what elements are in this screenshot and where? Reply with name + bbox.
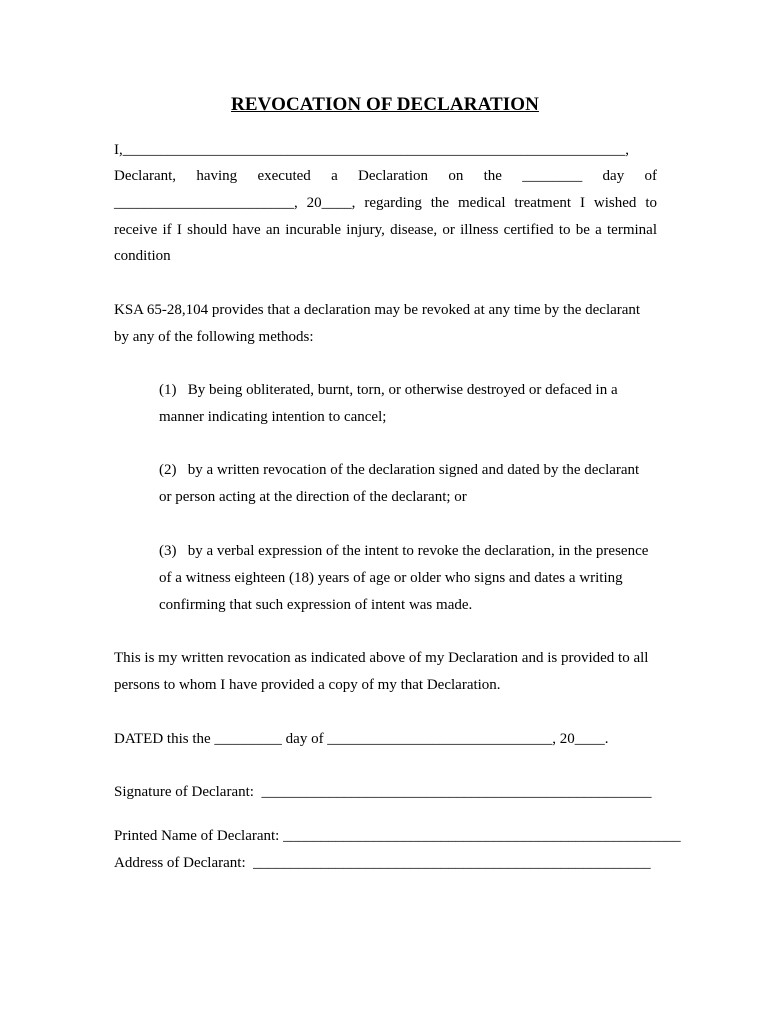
word: on bbox=[448, 168, 464, 184]
closing-line-2: persons to whom I have provided a copy of my that Declaration. bbox=[114, 677, 501, 693]
method-2-line-1: (2) by a written revocation of the declaration signed and dated by the declarant bbox=[159, 462, 640, 478]
word: day bbox=[602, 168, 625, 184]
declaration-date-line: ________________________, 20____, regarding the medical treatment I wished to bbox=[114, 195, 657, 211]
word: Declarant, bbox=[114, 168, 177, 184]
word: having bbox=[196, 168, 238, 184]
method-2-line-2: or person acting at the direction of the declarant; or bbox=[159, 489, 467, 505]
word: a bbox=[331, 168, 338, 184]
medical-treatment-line: receive if I should have an incurable injury, disease, or illness certified to be a terminal bbox=[114, 222, 657, 238]
method-3-line-2: of a witness eighteen (18) years of age or older who signs and dates a writing bbox=[159, 570, 623, 586]
signature-line: Signature of Declarant: ____________________________________________________ bbox=[114, 784, 652, 800]
day-blank: ________ bbox=[522, 168, 583, 184]
word: Declaration bbox=[358, 168, 429, 184]
method-1-line-1: (1) By being obliterated, burnt, torn, or otherwise destroyed or defaced in a bbox=[159, 382, 618, 398]
method-3-line-3: confirming that such expression of intent was made. bbox=[159, 597, 473, 613]
closing-line-1: This is my written revocation as indicated above of my Declaration and is provided to all bbox=[114, 650, 649, 666]
statute-line-2: by any of the following methods: bbox=[114, 329, 314, 345]
word: of bbox=[644, 168, 657, 184]
address-line: Address of Declarant: _____________________________________________________ bbox=[114, 855, 651, 871]
condition-line: condition bbox=[114, 248, 171, 264]
method-1-line-2: manner indicating intention to cancel; bbox=[159, 409, 387, 425]
declarant-executed-line bbox=[114, 166, 657, 186]
word: executed bbox=[257, 168, 311, 184]
word: the bbox=[483, 168, 502, 184]
method-3-line-1: (3) by a verbal expression of the intent to revoke the declaration, in the presence bbox=[159, 543, 649, 559]
declarant-name-line: I,___________________________________________________________________, bbox=[114, 142, 629, 158]
document-title: REVOCATION OF DECLARATION bbox=[231, 94, 539, 115]
statute-line-1: KSA 65-28,104 provides that a declaration may be revoked at any time by the declarant bbox=[114, 302, 641, 318]
dated-line: DATED this the _________ day of ______________________________, 20____. bbox=[114, 731, 609, 747]
printed-name-line: Printed Name of Declarant: _____________________________________________________ bbox=[114, 828, 681, 844]
